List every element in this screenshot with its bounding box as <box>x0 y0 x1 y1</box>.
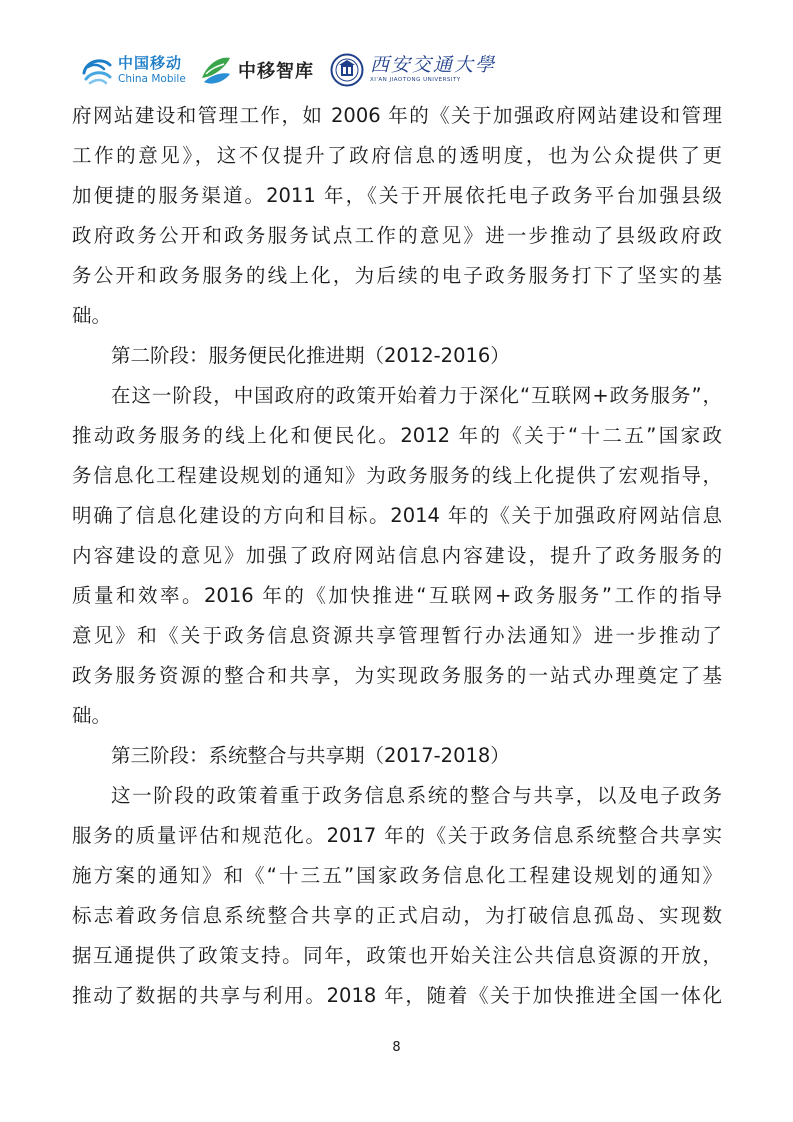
page-number: 8 <box>392 1040 401 1055</box>
text-line: 标志着政务信息系统整合共享的正式启动，为打破信息孤岛、实现数 <box>72 904 722 927</box>
text-line: 工作的意见》，这不仅提升了政府信息的透明度，也为公众提供了更 <box>72 144 722 167</box>
text-line: 政府政务公开和政务服务试点工作的意见》进一步推动了县级政府政 <box>72 224 722 247</box>
text-line: 政务服务资源的整合和共享，为实现政务服务的一站式办理奠定了基 <box>72 664 722 687</box>
china-mobile-zh: 中国移动 <box>118 53 183 72</box>
china-mobile-logo <box>80 48 190 92</box>
text-line: 意见》和《关于政务信息资源共享管理暂行办法通知》进一步推动了 <box>72 624 722 647</box>
xjtu-name-zh: 西安交通大學 <box>370 54 497 77</box>
body-text <box>72 96 722 1016</box>
section-heading: 第三阶段：系统整合与共享期（2017-2018） <box>111 744 510 767</box>
text-line: 服务的质量评估和规范化。2017 年的《关于政务信息系统整合共享实 <box>72 824 722 847</box>
xjtu-logo <box>330 48 505 92</box>
text-line: 据互通提供了政策支持。同年，政策也开始关注公共信息资源的开放， <box>72 944 722 967</box>
zhongyi-name: 中移智库 <box>238 61 314 82</box>
text-line: 务信息化工程建设规划的通知》为政务服务的线上化提供了宏观指导， <box>72 464 722 487</box>
text-line: 推动政务服务的线上化和便民化。2012 年的《关于“十二五”国家政 <box>72 424 722 447</box>
text-line: 础。 <box>72 304 112 327</box>
text-line: 加便捷的服务渠道。2011 年，《关于开展依托电子政务平台加强县级 <box>72 184 722 207</box>
text-line: 础。 <box>72 704 112 727</box>
header-logos <box>80 48 500 92</box>
text-line: 在这一阶段，中国政府的政策开始着力于深化“互联网+政务服务”， <box>111 384 722 407</box>
china-mobile-icon <box>80 53 114 87</box>
section-heading: 第二阶段：服务便民化推进期（2012-2016） <box>111 344 510 367</box>
text-line: 明确了信息化建设的方向和目标。2014 年的《关于加强政府网站信息 <box>72 504 722 527</box>
text-line: 务公开和政务服务的线上化，为后续的电子政务服务打下了坚实的基 <box>72 264 722 287</box>
xjtu-emblem-icon <box>330 53 364 87</box>
zhongyi-logo <box>198 48 318 92</box>
text-line: 这一阶段的政策着重于政务信息系统的整合与共享，以及电子政务 <box>111 784 722 807</box>
text-line: 质量和效率。2016 年的《加快推进“互联网+政务服务”工作的指导 <box>72 584 722 607</box>
text-line: 施方案的通知》和《“十三五”国家政务信息化工程建设规划的通知》 <box>72 864 722 887</box>
text-line: 府网站建设和管理工作，如 2006 年的《关于加强政府网站建设和管理 <box>72 104 722 127</box>
china-mobile-en: China Mobile <box>118 72 186 85</box>
text-line: 推动了数据的共享与利用。2018 年，随着《关于加快推进全国一体化 <box>72 984 722 1007</box>
zhongyi-leaf-icon <box>198 52 234 88</box>
xjtu-name-en: XI'AN JIAOTONG UNIVERSITY <box>370 77 461 84</box>
text-line: 内容建设的意见》加强了政府网站信息内容建设，提升了政务服务的 <box>72 544 722 567</box>
